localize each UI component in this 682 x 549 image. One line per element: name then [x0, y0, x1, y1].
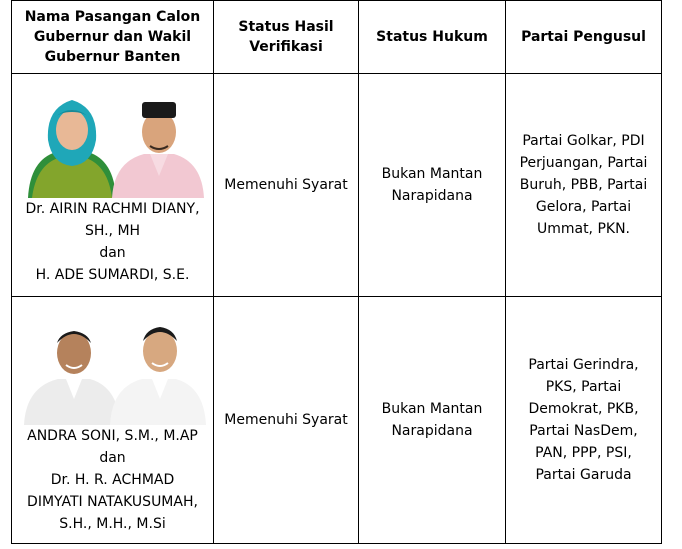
- table-row: [12, 297, 662, 544]
- candidate-table: [11, 0, 662, 544]
- candidate-name-line: S.H., M.H., M.Si: [59, 516, 166, 532]
- candidate-photo-pair-1: [18, 80, 208, 198]
- header-candidate-pair: Nama Pasangan Calon Gubernur dan Wakil Gubernur Banten: [12, 1, 214, 74]
- proposing-parties: Partai Gerindra, PKS, Partai Demokrat, PKB, Partai NasDem, PAN, PPP, PSI, Partai Garuda: [506, 297, 662, 544]
- legal-status: Bukan Mantan Narapidana: [359, 297, 506, 544]
- header-proposing-parties: Partai Pengusul: [506, 1, 662, 74]
- candidate-name-line: SH., MH: [84, 223, 141, 239]
- proposing-parties: Partai Golkar, PDI Perjuangan, Partai Buruh, PBB, Partai Gelora, Partai Ummat, PKN.: [506, 74, 662, 297]
- candidate-names-1: [25, 198, 199, 286]
- candidate-cell: [12, 74, 214, 297]
- candidate-name-line: Dr. H. R. ACHMAD: [50, 472, 175, 488]
- verification-status: Memenuhi Syarat: [214, 297, 359, 544]
- candidate-photo-pair-2: [18, 307, 208, 425]
- candidate-name-line: ANDRA SONI, S.M., M.AP: [27, 428, 198, 444]
- candidate-name-line: Dr. AIRIN RACHMI DIANY,: [25, 201, 200, 217]
- header-row: [12, 1, 662, 74]
- header-legal-status: Status Hukum: [359, 1, 506, 74]
- header-verification-status: Status Hasil Verifikasi: [214, 1, 359, 74]
- candidate-name-line: H. ADE SUMARDI, S.E.: [35, 267, 190, 283]
- table-row: [12, 74, 662, 297]
- candidate-names-2: [27, 425, 198, 535]
- candidate-name-line: dan: [99, 245, 126, 261]
- candidate-name-line: DIMYATI NATAKUSUMAH,: [27, 494, 198, 510]
- verification-status: Memenuhi Syarat: [214, 74, 359, 297]
- candidate-name-line: dan: [99, 450, 126, 466]
- legal-status: Bukan Mantan Narapidana: [359, 74, 506, 297]
- candidate-cell: [12, 297, 214, 544]
